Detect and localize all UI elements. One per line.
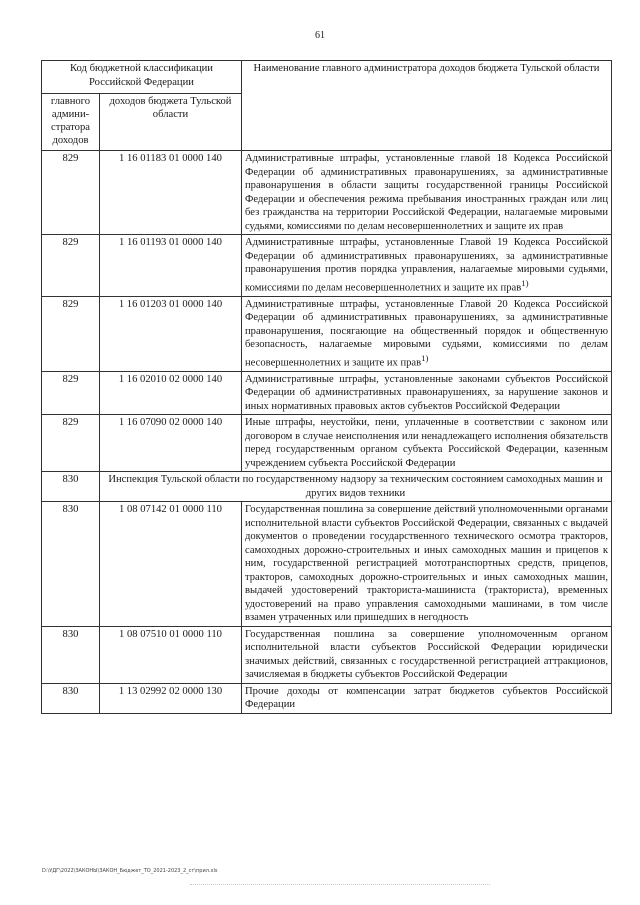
- revenue-name-text: Административные штрафы, установленные законами субъектов Российской Федерации об административных правонарушениях, за нарушение законов и иных нормативных правовых актов субъектов Российской Федерации: [245, 373, 608, 412]
- revenue-name-cell: [242, 626, 612, 683]
- table-row: [42, 235, 612, 297]
- table-row: [42, 151, 612, 235]
- header-code-group: Код бюджетной классификации Российской Федерации: [42, 61, 242, 94]
- revenue-name-cell: [242, 235, 612, 297]
- admin-code-cell: 829: [42, 235, 100, 297]
- header-admin-col: главного админи- стратора доходов: [42, 94, 100, 151]
- revenue-name-text: Административные штрафы, установленные главой 18 Кодекса Российской Федерации об административных правонарушениях, за административные правонарушения в области защиты государственной границы Российской Федерации и обеспечения режима пребывания иностранных граждан или лиц без гражданства на территории Российской Федерации, налагаемые мировыми судьями, комиссиями по делам несовершеннолетних и защите их прав: [245, 153, 608, 232]
- footnote-marker: 1): [521, 277, 529, 288]
- revenue-code-cell: 1 08 07510 01 0000 110: [100, 626, 242, 683]
- admin-code-cell: 830: [42, 472, 100, 502]
- file-path-footer: D:\УДГ\2022\ЗАКОНЫ\ЗАКОН_Бюджет_ТО_2021-2023_2_ст\прил.xls: [42, 868, 218, 874]
- revenue-code-cell: 1 16 02010 02 0000 140: [100, 371, 242, 415]
- table-row: [42, 502, 612, 627]
- revenue-name-cell: [242, 415, 612, 472]
- admin-code-cell: 830: [42, 502, 100, 627]
- revenue-code-cell: 1 16 07090 02 0000 140: [100, 415, 242, 472]
- admin-code-cell: 829: [42, 296, 100, 371]
- admin-code-cell: 829: [42, 371, 100, 415]
- revenue-code-cell: 1 16 01183 01 0000 140: [100, 151, 242, 235]
- table-row: [42, 683, 612, 713]
- page-number: 61: [315, 30, 325, 41]
- revenue-name-cell: [242, 371, 612, 415]
- admin-code-cell: 829: [42, 151, 100, 235]
- budget-revenue-table: [41, 60, 612, 714]
- revenue-code-cell: 1 16 01193 01 0000 140: [100, 235, 242, 297]
- revenue-name-text: Иные штрафы, неустойки, пени, уплаченные в соответствии с законом или договором в случае неисполнения или ненадлежащего исполнения обязательств перед государственным органом субъекта Российской Федерации, казенным учреждением субъекта Российской Федерации: [245, 417, 608, 469]
- table-row: [42, 371, 612, 415]
- revenue-name-text: Административные штрафы, установленные Главой 19 Кодекса Российской Федерации об административных правонарушениях, за административные правонарушения против порядка управления, налагаемые мировыми судьями, комиссиями по делам несовершеннолетних и защите их прав: [245, 237, 608, 294]
- header-name: Наименование главного администратора доходов бюджета Тульской области: [242, 61, 612, 151]
- revenue-code-cell: 1 08 07142 01 0000 110: [100, 502, 242, 627]
- revenue-name-cell: [242, 151, 612, 235]
- revenue-name-cell: [242, 683, 612, 713]
- admin-code-cell: 830: [42, 626, 100, 683]
- footnote-marker: 1): [421, 352, 429, 363]
- admin-code-cell: 830: [42, 683, 100, 713]
- revenue-name-text: Административные штрафы, установленные Главой 20 Кодекса Российской Федерации об административных правонарушениях, за административные правонарушения, посягающие на общественный порядок и общественную безопасность, налагаемые мировыми судьями, комиссиями по делам несовершеннолетних и защите их прав: [245, 298, 608, 369]
- header-row: [42, 61, 612, 94]
- header-revenue-col: доходов бюджета Тульской области: [100, 94, 242, 151]
- administrator-title-row: [42, 472, 612, 502]
- administrator-title: Инспекция Тульской области по государственному надзору за техническим состоянием самоходных машин и других видов техники: [100, 472, 612, 502]
- revenue-name-text: Прочие доходы от компенсации затрат бюджетов субъектов Российской Федерации: [245, 685, 608, 711]
- footer-divider: [190, 884, 490, 885]
- admin-code-cell: 829: [42, 415, 100, 472]
- table-row: [42, 415, 612, 472]
- revenue-name-text: Государственная пошлина за совершение уполномоченным органом исполнительной власти субъектов Российской Федерации юридически значимых действий, связанных с государственной регистрацией аттракционов, зачисляемая в бюджеты субъектов Российской Федерации: [245, 628, 608, 681]
- table-row: [42, 296, 612, 371]
- revenue-name-cell: [242, 296, 612, 371]
- revenue-code-cell: 1 16 01203 01 0000 140: [100, 296, 242, 371]
- revenue-name-cell: [242, 502, 612, 627]
- revenue-code-cell: 1 13 02992 02 0000 130: [100, 683, 242, 713]
- revenue-name-text: Государственная пошлина за совершение действий уполномоченными органами исполнительной власти субъектов Российской Федерации, связанных с выдачей документов о проведении государственного технического осмотра тракторов, самоходных дорожно-строительных и иных самоходных машин и прицепов к ним, государственной регистрацией мототранспортных средств, прицепов, тракторов, самоходных дорожно-строительных и иных самоходных машин, выдачей удостоверений тракториста-машиниста (тракториста), временных удостоверений на право управления самоходными машинами, в том числе взамен утраченных или пришедших в негодность: [245, 504, 608, 624]
- table-row: [42, 626, 612, 683]
